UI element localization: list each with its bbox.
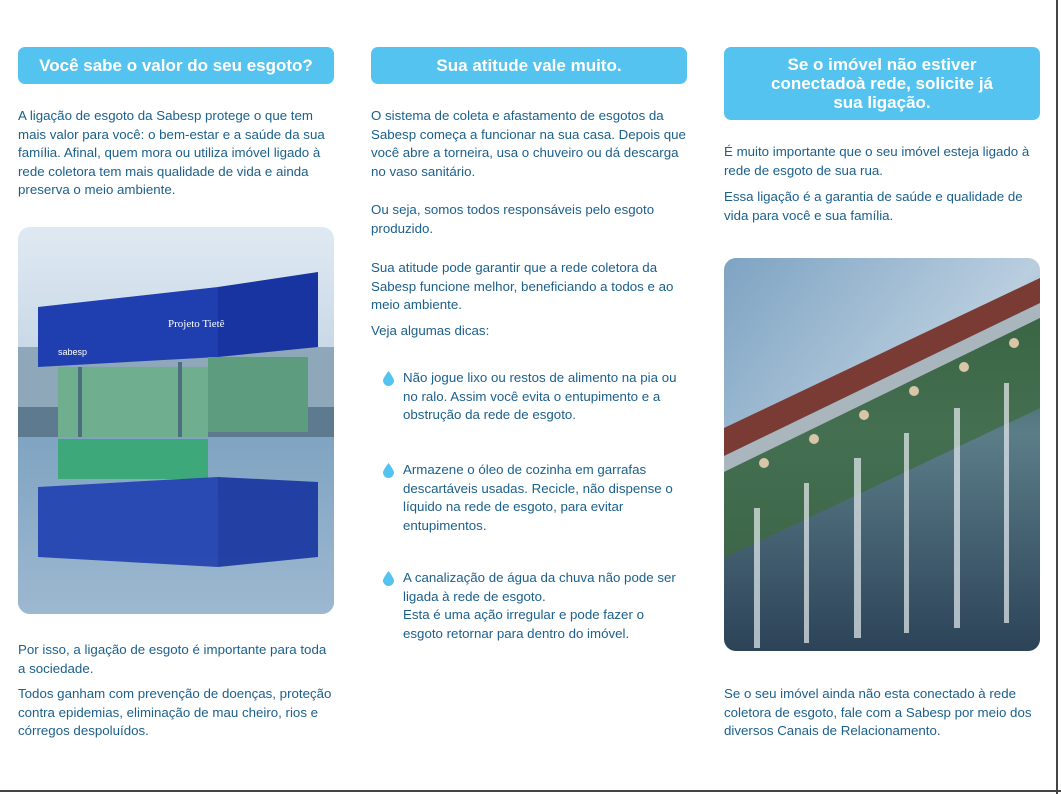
column1-outro1: Por isso, a ligação de esgoto é importante para toda a sociedade.	[18, 642, 327, 676]
page-border-bottom	[0, 790, 1061, 792]
column2-p3: Sua atitude pode garantir que a rede coletora da Sabesp funcione melhor, beneficiando a todos e ao meio ambiente.	[371, 260, 674, 313]
column2-p1: O sistema de coleta e afastamento de esgotos da Sabesp começa a funcionar na sua casa. Depois que você abre a torneira, usa o chuveiro ou dá descarga no vaso sanitário.	[371, 108, 686, 179]
column2-tips-intro: Veja algumas dicas:	[371, 323, 490, 338]
page-border-right	[1056, 0, 1058, 794]
column2-header: Sua atitude vale muito.	[371, 47, 687, 84]
column3-p2: Essa ligação é a garantia de saúde e qualidade de vida para você e sua família.	[724, 189, 1023, 223]
tip-text: A canalização de água da chuva não pode ser ligada à rede de esgoto. Esta é uma ação irregular e pode fazer o esgoto retornar para dentro do imóvel.	[403, 570, 676, 641]
column1-intro: A ligação de esgoto da Sabesp protege o que tem mais valor para você: o bem-estar e a saúde da sua família. Afinal, quem mora ou utiliza imóvel ligado à rede coletora tem mais qualidade de vida e ainda preserva o meio ambiente.	[18, 108, 325, 198]
photo-logo-text: sabesp	[58, 347, 88, 357]
column-solicite-ligacao	[724, 0, 1040, 790]
column3-header: Se o imóvel não estiver conectadoà rede, solicite já sua ligação.	[724, 47, 1040, 120]
water-flow-photo	[724, 258, 1040, 651]
column1-outro2: Todos ganham com prevenção de doenças, proteção contra epidemias, eliminação de mau cheiro, rios e córregos despoluídos.	[18, 686, 332, 739]
photo-sign-text: Projeto Tietê	[168, 318, 225, 330]
tip-text: Não jogue lixo ou restos de alimento na pia ou no ralo. Assim você evita o entupimento e a obstrução da rede de esgoto.	[403, 370, 677, 423]
column-esgoto-valor	[18, 0, 334, 790]
water-drop-icon	[383, 571, 394, 586]
column2-p2: Ou seja, somos todos responsáveis pelo esgoto produzido.	[371, 202, 655, 236]
treatment-plant-photo	[18, 227, 334, 614]
column1-header: Você sabe o valor do seu esgoto?	[18, 47, 334, 84]
water-drop-icon	[383, 371, 394, 386]
water-drop-icon	[383, 463, 394, 478]
column3-p1: É muito importante que o seu imóvel esteja ligado à rede de esgoto de sua rua.	[724, 144, 1030, 178]
column3-p3: Se o seu imóvel ainda não esta conectado à rede coletora de esgoto, fale com a Sabesp por meio dos diversos Canais de Relacionamento.	[724, 686, 1032, 739]
tip-text: Armazene o óleo de cozinha em garrafas descartáveis usadas. Recicle, não dispense o líquido na rede de esgoto, para evitar entupimentos.	[403, 462, 673, 533]
column-atitude	[371, 0, 687, 790]
